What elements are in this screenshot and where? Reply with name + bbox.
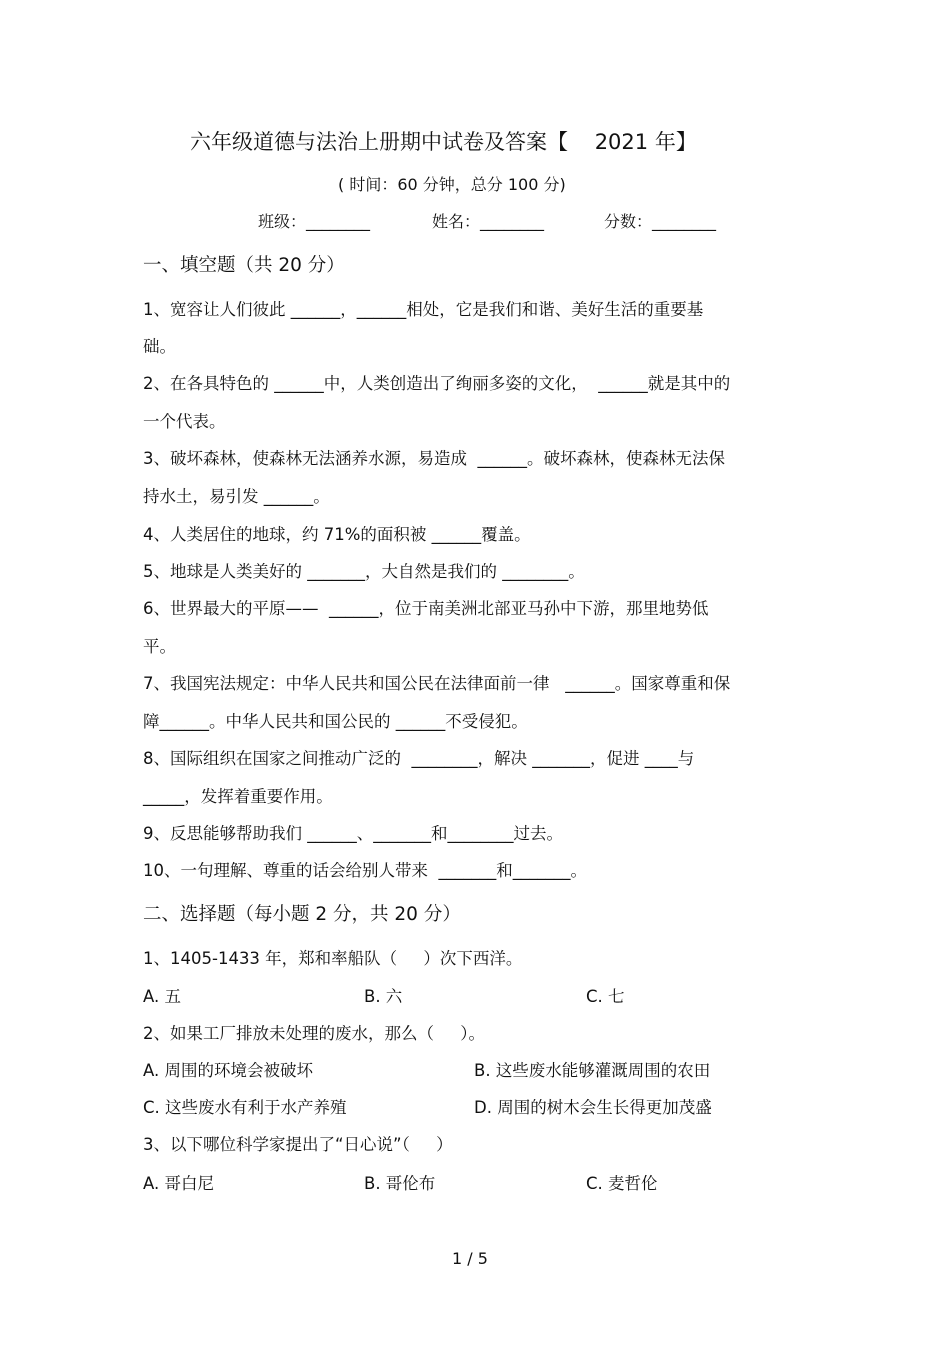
question-1-line-2: 础。 — [143, 337, 176, 356]
question-8-line-2: _____，发挥着重要作用。 — [143, 787, 333, 806]
question-2-line-2: 一个代表。 — [143, 412, 226, 431]
name-field: 姓名：________ — [432, 212, 545, 231]
section-heading-multiple-choice: 二、选择题（每小题 2 分，共 20 分） — [143, 904, 461, 925]
choice-question-1: 1、1405-1433 年，郑和率船队（ ）次下西洋。 — [143, 949, 523, 968]
score-field: 分数：________ — [604, 212, 717, 231]
question-5: 5、地球是人类美好的 _______，大自然是我们的 ________。 — [143, 562, 585, 581]
choice-1-option-b: B. 六 — [364, 987, 403, 1006]
question-4: 4、人类居住的地球，约 71%的面积被 ______覆盖。 — [143, 525, 531, 544]
section-heading-fill-blank: 一、填空题（共 20 分） — [143, 255, 345, 276]
question-1-line-1: 1、宽容让人们彼此 ______，______相处，它是我们和谐、美好生活的重要基 — [143, 300, 704, 319]
question-7-line-2: 障______。中华人民共和国公民的 ______不受侵犯。 — [143, 712, 528, 731]
choice-1-option-c: C. 七 — [586, 987, 625, 1006]
choice-2-option-b: B. 这些废水能够灌溉周围的农田 — [474, 1061, 711, 1080]
question-10: 10、一句理解、尊重的话会给别人带来 _______和_______。 — [143, 861, 587, 880]
question-3-line-1: 3、破坏森林，使森林无法涵养水源，易造成 ______。破坏森林，使森林无法保 — [143, 449, 725, 468]
choice-2-option-c: C. 这些废水有利于水产养殖 — [143, 1098, 347, 1117]
question-6-line-1: 6、世界最大的平原—— ______，位于南美洲北部亚马孙中下游，那里地势低 — [143, 599, 709, 618]
question-3-line-2: 持水土，易引发 ______。 — [143, 487, 330, 506]
choice-question-2: 2、如果工厂排放未处理的废水，那么（ ）。 — [143, 1024, 485, 1043]
choice-2-option-a: A. 周围的环境会被破坏 — [143, 1061, 313, 1080]
time-info: ( 时间：60 分钟，总分 100 分) — [338, 175, 566, 194]
class-field: 班级：________ — [258, 212, 371, 231]
question-9: 9、反思能够帮助我们 ______、_______和________过去。 — [143, 824, 563, 843]
page-title: 六年级道德与法治上册期中试卷及答案【 2021 年】 — [190, 130, 697, 154]
question-6-line-2: 平。 — [143, 637, 176, 656]
choice-question-3: 3、以下哪位科学家提出了“日心说”（ ） — [143, 1135, 453, 1154]
page-number: 1 / 5 — [452, 1249, 488, 1268]
question-7-line-1: 7、我国宪法规定：中华人民共和国公民在法律面前一律 ______。国家尊重和保 — [143, 674, 731, 693]
choice-3-option-b: B. 哥伦布 — [364, 1174, 436, 1193]
choice-3-option-c: C. 麦哲伦 — [586, 1174, 658, 1193]
choice-1-option-a: A. 五 — [143, 987, 181, 1006]
question-2-line-1: 2、在各具特色的 ______中，人类创造出了绚丽多姿的文化， ______就是其中的 — [143, 374, 731, 393]
choice-3-option-a: A. 哥白尼 — [143, 1174, 214, 1193]
choice-2-option-d: D. 周围的树木会生长得更加茂盛 — [474, 1098, 712, 1117]
question-8-line-1: 8、国际组织在国家之间推动广泛的 ________，解决 _______，促进 ____与 — [143, 749, 695, 768]
